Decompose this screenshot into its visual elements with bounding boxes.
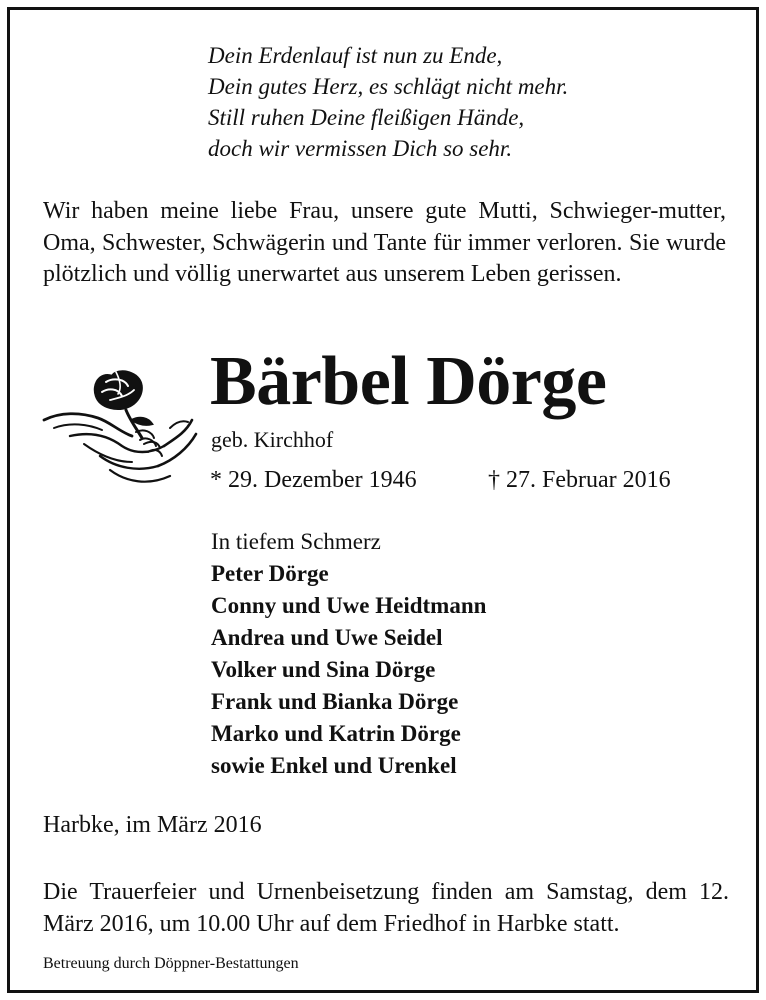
- poem: [208, 40, 568, 164]
- poem-line: Dein gutes Herz, es schlägt nicht mehr.: [208, 74, 569, 99]
- mourner-name: Frank und Bianka Dörge: [211, 689, 459, 714]
- obituary-frame: [7, 7, 759, 993]
- mourners-list: [211, 526, 486, 782]
- funeral-home-credit: Betreuung durch Döppner-Bestattungen: [43, 955, 299, 972]
- maiden-name: geb. Kirchhof: [211, 427, 334, 452]
- mourner-name: Andrea und Uwe Seidel: [211, 625, 443, 650]
- mourner-name: Volker und Sina Dörge: [211, 657, 436, 682]
- rose-in-hands-icon: [40, 362, 200, 492]
- birth-date: * 29. Dezember 1946: [210, 467, 417, 493]
- mourner-name: Marko und Katrin Dörge: [211, 721, 461, 746]
- mourner-name: Peter Dörge: [211, 561, 329, 586]
- mourner-name: sowie Enkel und Urenkel: [211, 753, 457, 778]
- mourners-heading: In tiefem Schmerz: [211, 529, 381, 554]
- place-date: Harbke, im März 2016: [43, 812, 262, 838]
- intro-text: Wir haben meine liebe Frau, unsere gute Mutti, Schwieger-mutter, Oma, Schwester, Schwägerin und Tante für immer verloren. Sie wurde plötzlich und völlig unerwartet aus unserem Leben gerissen.: [43, 198, 726, 287]
- mourner-name: Conny und Uwe Heidtmann: [211, 593, 487, 618]
- poem-line: doch wir vermissen Dich so sehr.: [208, 136, 513, 161]
- ceremony-info: Die Trauerfeier und Urnenbeisetzung finden am Samstag, dem 12. März 2016, um 10.00 Uhr auf dem Friedhof in Harbke statt.: [43, 879, 729, 937]
- poem-line: Still ruhen Deine fleißigen Hände,: [208, 105, 525, 130]
- poem-line: Dein Erdenlauf ist nun zu Ende,: [208, 43, 503, 68]
- death-date: † 27. Februar 2016: [488, 467, 671, 493]
- deceased-name: Bärbel Dörge: [210, 343, 607, 420]
